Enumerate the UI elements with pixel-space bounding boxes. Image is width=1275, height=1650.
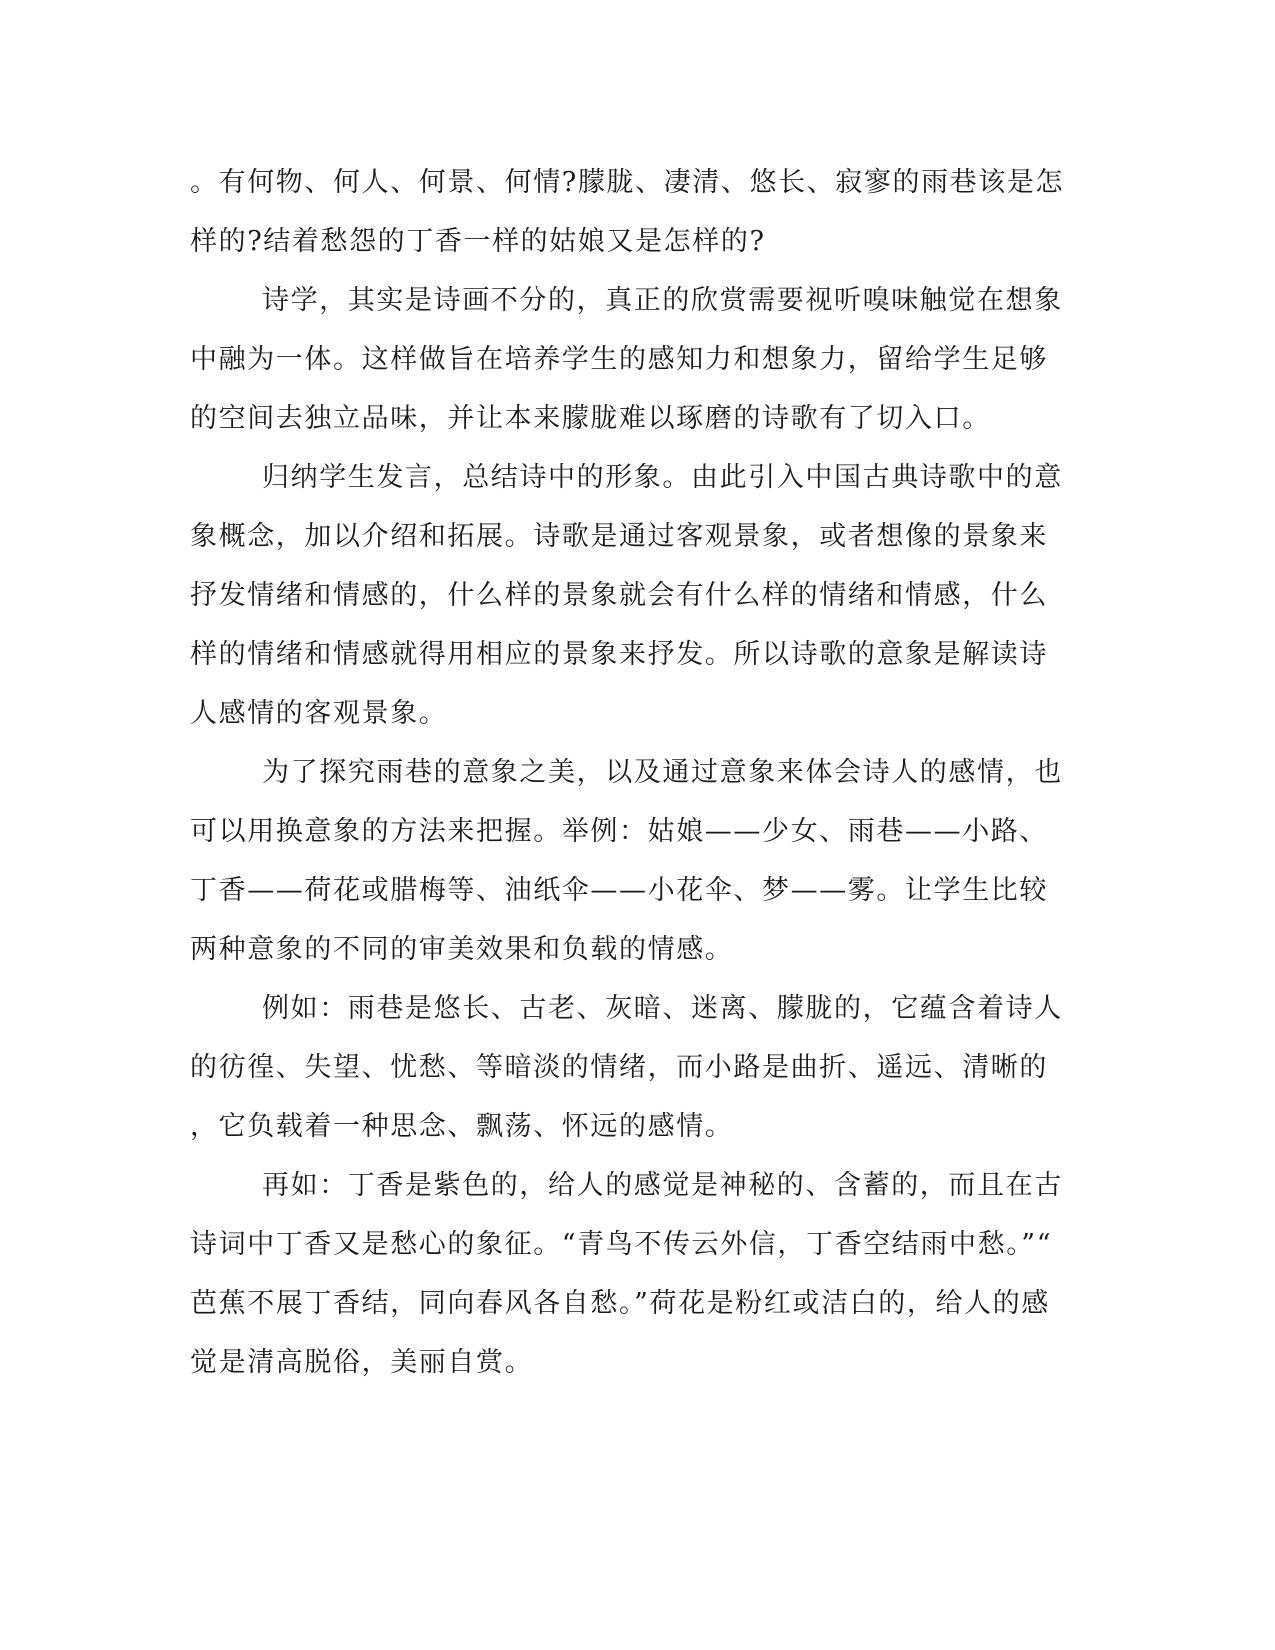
text-line: 可以用换意象的方法来把握。举例：姑娘——少女、雨巷——小路、 (190, 816, 1048, 847)
text-line: 样的情绪和情感就得用相应的景象来抒发。所以诗歌的意象是解读诗 (190, 639, 1048, 670)
text-line: 抒发情绪和情感的，什么样的景象就会有什么样的情绪和情感，什么 (190, 580, 1048, 611)
paragraph-start-line: 诗学，其实是诗画不分的，真正的欣赏需要视听嗅味触觉在想象 (262, 285, 1063, 316)
paragraph-start-line: 为了探究雨巷的意象之美，以及通过意象来体会诗人的感情，也 (262, 757, 1063, 788)
text-line: 中融为一体。这样做旨在培养学生的感知力和想象力，留给学生足够 (190, 344, 1048, 375)
text-line: 象概念，加以介绍和拓展。诗歌是通过客观景象，或者想像的景象来 (190, 521, 1048, 552)
text-line: 两种意象的不同的审美效果和负载的情感。 (190, 934, 734, 965)
text-line: 觉是清高脱俗，美丽自赏。 (190, 1347, 534, 1378)
text-line: 诗词中丁香又是愁心的象征。“青鸟不传云外信，丁香空结雨中愁。”“ (190, 1229, 1053, 1260)
text-line: ，它负载着一种思念、飘荡、怀远的感情。 (190, 1111, 734, 1142)
text-line: 芭蕉不展丁香结，同向春风各自愁。”荷花是粉红或洁白的，给人的感 (190, 1288, 1050, 1319)
text-line: 的彷徨、失望、忧愁、等暗淡的情绪，而小路是曲折、遥远、清晰的 (190, 1052, 1048, 1083)
text-line: 样的?结着愁怨的丁香一样的姑娘又是怎样的? (190, 226, 766, 257)
paragraph-start-line: 归纳学生发言，总结诗中的形象。由此引入中国古典诗歌中的意 (262, 462, 1063, 493)
text-line: 丁香——荷花或腊梅等、油纸伞——小花伞、梦——雾。让学生比较 (190, 875, 1048, 906)
paragraph-start-line: 例如：雨巷是悠长、古老、灰暗、迷离、朦胧的，它蕴含着诗人 (262, 993, 1063, 1024)
paragraph-start-line: 再如：丁香是紫色的，给人的感觉是神秘的、含蓄的，而且在古 (262, 1170, 1063, 1201)
text-line: 。有何物、何人、何景、何情?朦胧、凄清、悠长、寂寥的雨巷该是怎 (190, 167, 1065, 198)
text-line: 人感情的客观景象。 (190, 698, 448, 729)
text-line: 的空间去独立品味，并让本来朦胧难以琢磨的诗歌有了切入口。 (190, 403, 991, 434)
